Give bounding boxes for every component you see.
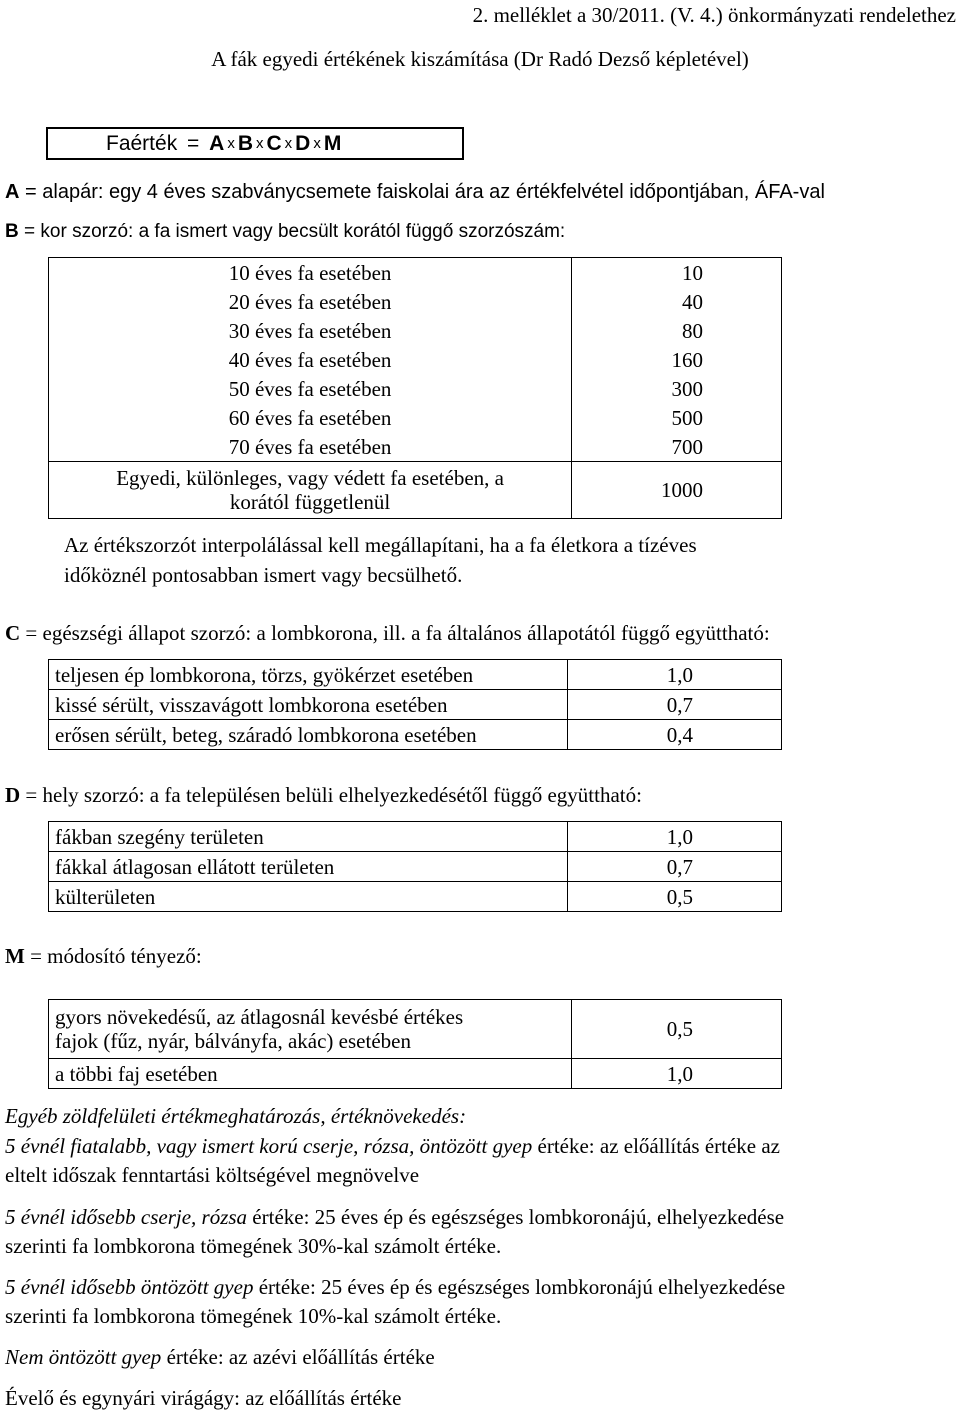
formula-d: D: [295, 132, 311, 155]
special-value: 1000: [572, 462, 782, 519]
location-multiplier-table: [48, 821, 782, 912]
special-label-line: Egyedi, különleges, vagy védett fa esetében, a: [116, 466, 504, 490]
modifier-label: a többi faj esetében: [49, 1059, 572, 1089]
table-row: [49, 374, 782, 403]
age-label: 20 éves fa esetében: [49, 287, 572, 316]
location-value: 0,7: [568, 852, 782, 882]
b-letter: B: [5, 221, 19, 242]
page-title: A fák egyedi értékének kiszámítása (Dr Radó Dezső képletével): [211, 47, 749, 71]
health-label: erősen sérült, beteg, száradó lombkorona esetében: [49, 720, 568, 750]
health-value: 1,0: [568, 660, 782, 690]
age-label: 60 éves fa esetében: [49, 403, 572, 432]
formula-m: M: [323, 132, 342, 155]
location-label: fákkal átlagosan ellátott területen: [49, 852, 568, 882]
paragraph-italic: 5 évnél idősebb öntözött gyep: [5, 1275, 254, 1299]
table-row: [49, 822, 782, 852]
table-row: [49, 882, 782, 912]
other-heading: Egyéb zöldfelületi értékmeghatározás, értéknövekedés:: [5, 1104, 467, 1128]
location-label: külterületen: [49, 882, 568, 912]
special-label: [49, 462, 572, 519]
location-value: 0,5: [568, 882, 782, 912]
b-definition: [5, 220, 565, 244]
table-row: [49, 258, 782, 288]
table-row: [49, 660, 782, 690]
age-value: 160: [572, 345, 782, 374]
table-row: [49, 462, 782, 519]
paragraph-young-shrub: [5, 1134, 780, 1158]
interpolation-note: időköznél pontosabban ismert vagy becsülhető.: [64, 563, 463, 587]
table-row: [49, 432, 782, 462]
b-text: = kor szorzó: a fa ismert vagy becsült korától függő szorzószám:: [24, 221, 566, 242]
times-sign: x: [227, 135, 235, 152]
health-label: kissé sérült, visszavágott lombkorona esetében: [49, 690, 568, 720]
table-row: [49, 720, 782, 750]
location-value: 1,0: [568, 822, 782, 852]
d-definition: [5, 783, 642, 807]
times-sign: x: [284, 135, 293, 152]
annex-reference: 2. melléklet a 30/2011. (V. 4.) önkormányzati rendelethez: [472, 3, 956, 27]
m-letter: M: [5, 944, 25, 968]
table-row: [49, 1000, 782, 1059]
table-row: [49, 345, 782, 374]
formula-a: A: [209, 132, 225, 155]
m-definition: [5, 944, 202, 968]
modifier-value: 0,5: [572, 1000, 782, 1059]
paragraph-line: szerinti fa lombkorona tömegének 10%-kal számolt értéke.: [5, 1304, 502, 1328]
c-text: = egészségi állapot szorzó: a lombkorona, ill. a fa általános állapotától függő együttható:: [25, 621, 770, 645]
paragraph-text: értéke: az azévi előállítás értéke: [161, 1345, 435, 1369]
age-label: 10 éves fa esetében: [49, 258, 572, 288]
age-multiplier-table: [48, 257, 782, 519]
paragraph-text: értéke: 25 éves ép és egészséges lombkoronájú, elhelyezkedése: [247, 1205, 785, 1229]
paragraph-flowerbed: Évelő és egynyári virágágy: az előállítás értéke: [5, 1386, 402, 1410]
table-row: [49, 1059, 782, 1089]
paragraph-non-irrigated-lawn: [5, 1345, 435, 1369]
special-label-line: korától függetlenül: [229, 490, 391, 514]
formula: [106, 131, 341, 159]
paragraph-line: eltelt időszak fenntartási költségével megnövelve: [5, 1163, 420, 1187]
age-label: 70 éves fa esetében: [49, 432, 572, 462]
paragraph-line: szerinti fa lombkorona tömegének 30%-kal számolt értéke.: [5, 1234, 502, 1258]
times-sign: x: [313, 135, 321, 152]
table-row: [49, 690, 782, 720]
d-text: = hely szorzó: a fa településen belüli elhelyezkedésétől függő együttható:: [25, 783, 642, 807]
table-row: [49, 403, 782, 432]
modifier-label-line: gyors növekedésű, az átlagosnál kevésbé értékes: [55, 1005, 464, 1029]
age-value: 10: [572, 258, 782, 288]
a-letter: A: [5, 181, 20, 203]
age-value: 40: [572, 287, 782, 316]
table-row: [49, 316, 782, 345]
paragraph-old-lawn: [5, 1275, 785, 1299]
location-label: fákban szegény területen: [49, 822, 568, 852]
paragraph-italic: 5 évnél fiatalabb, vagy ismert korú cserje, rózsa, öntözött gyep: [5, 1134, 533, 1158]
table-row: [49, 287, 782, 316]
age-value: 80: [572, 316, 782, 345]
times-sign: x: [256, 135, 264, 152]
interpolation-note: Az értékszorzót interpolálással kell megállapítani, ha a fa életkora a tízéves: [64, 533, 697, 557]
modifier-label: [49, 1000, 572, 1059]
d-letter: D: [5, 783, 21, 807]
formula-lhs: Faérték: [106, 132, 178, 155]
formula-eq: =: [187, 132, 200, 155]
paragraph-old-shrub: [5, 1205, 784, 1229]
health-value: 0,4: [568, 720, 782, 750]
paragraph-italic: Nem öntözött gyep: [5, 1345, 162, 1369]
age-label: 50 éves fa esetében: [49, 374, 572, 403]
modifier-value: 1,0: [572, 1059, 782, 1089]
paragraph-text: értéke: az előállítás értéke az: [532, 1134, 781, 1158]
health-value: 0,7: [568, 690, 782, 720]
a-text: = alapár: egy 4 éves szabványcsemete faiskolai ára az értékfelvétel időpontjában, ÁFA-val: [25, 181, 825, 203]
formula-box: [46, 127, 464, 160]
c-letter: C: [5, 621, 21, 645]
age-value: 300: [572, 374, 782, 403]
formula-b: B: [237, 132, 253, 155]
formula-c: C: [266, 132, 282, 155]
age-label: 30 éves fa esetében: [49, 316, 572, 345]
modifier-label-line: fajok (fűz, nyár, bálványfa, akác) esetében: [55, 1029, 411, 1053]
health-label: teljesen ép lombkorona, törzs, gyökérzet esetében: [49, 660, 568, 690]
modifier-table: [48, 999, 782, 1089]
m-text: = módosító tényező:: [30, 944, 202, 968]
c-definition: [5, 621, 770, 645]
paragraph-italic: 5 évnél idősebb cserje, rózsa: [5, 1205, 248, 1229]
paragraph-text: értéke: 25 éves ép és egészséges lombkoronájú elhelyezkedése: [253, 1275, 786, 1299]
health-multiplier-table: [48, 659, 782, 750]
age-value: 700: [572, 432, 782, 462]
age-label: 40 éves fa esetében: [49, 345, 572, 374]
age-value: 500: [572, 403, 782, 432]
a-definition: [5, 180, 825, 204]
table-row: [49, 852, 782, 882]
